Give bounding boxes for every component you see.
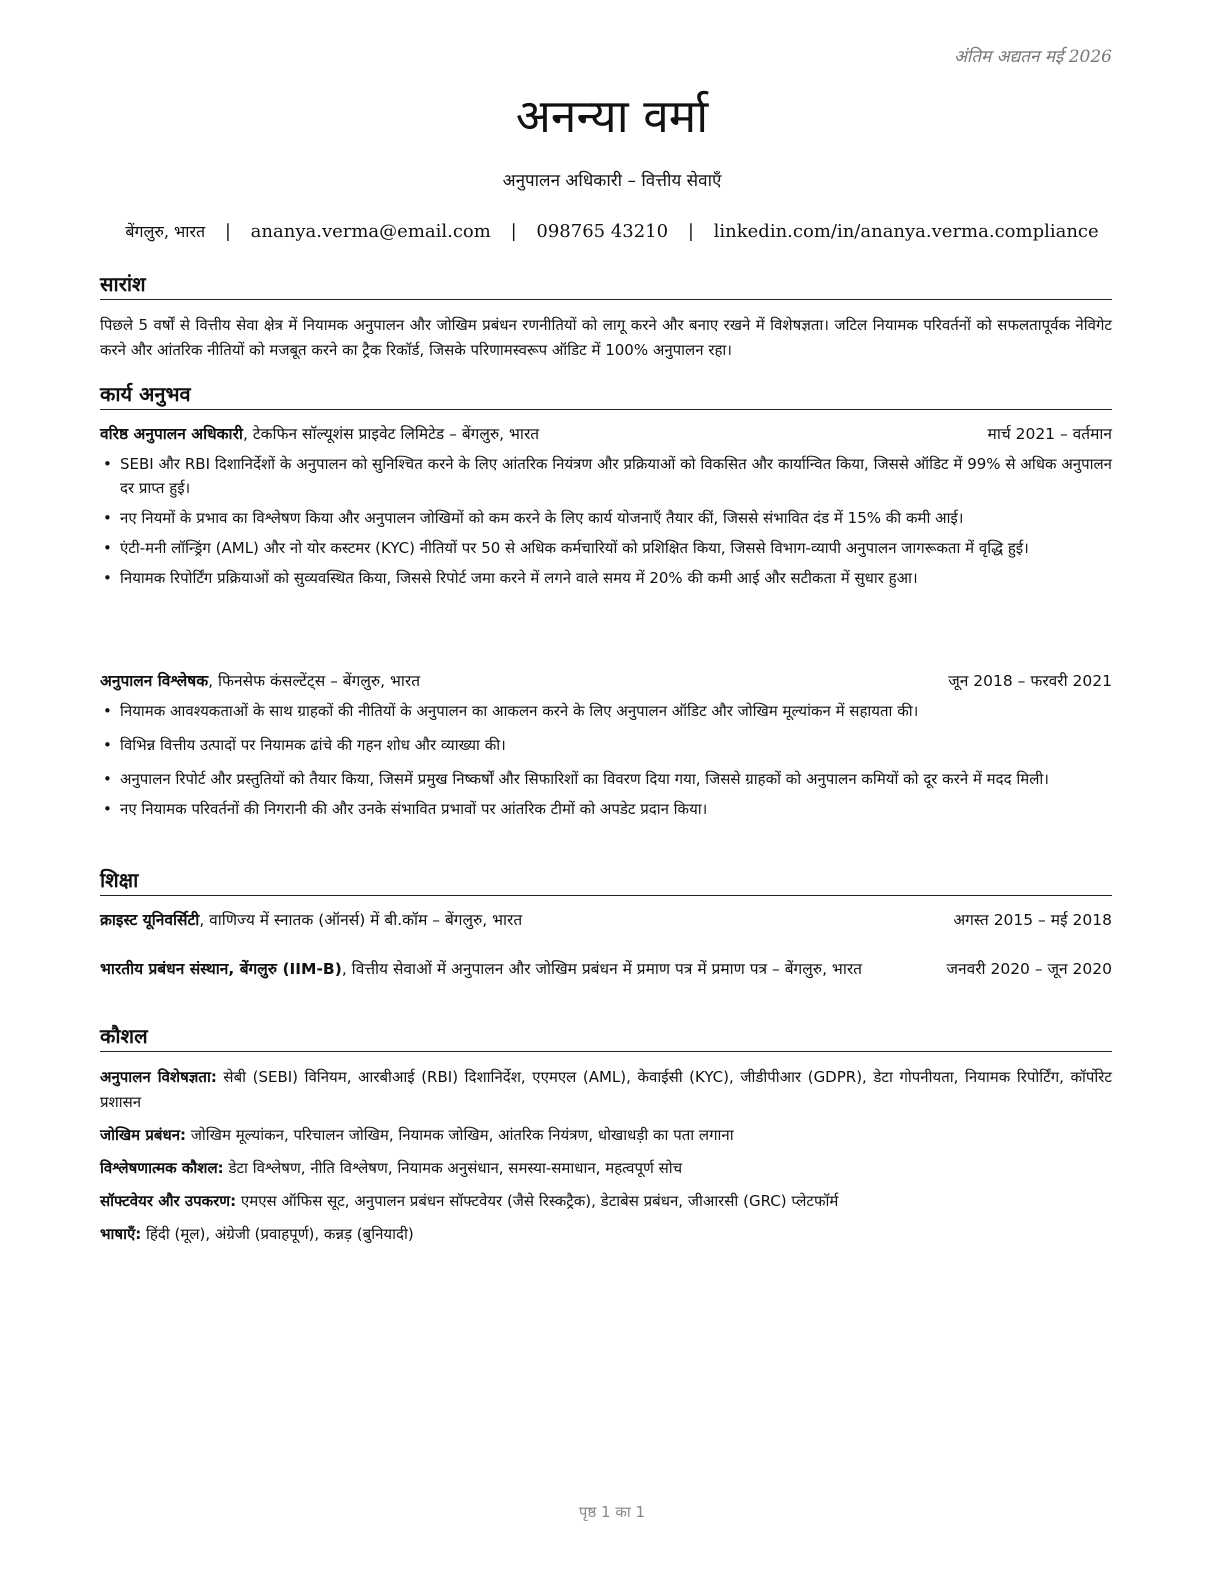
job-bullets: [100, 452, 1112, 590]
education-detail: , वाणिज्य में स्नातक (ऑनर्स) में बी.कॉम – बेंगलुरु, भारत: [199, 911, 523, 929]
summary-heading: सारांश: [100, 270, 1112, 300]
contact-email[interactable]: ananya.verma@email.com: [250, 221, 491, 242]
institution-name: क्राइस्ट यूनिवर्सिटी: [100, 911, 200, 929]
contact-location: बेंगलुरु, भारत: [125, 222, 206, 241]
skill-row: सॉफ्टवेयर और उपकरण: एमएस ऑफिस सूट, अनुपालन प्रबंधन सॉफ्टवेयर (जैसे रिस्कट्रैक), डेटाबेस प्रबंधन, जीआरसी (GRC) प्लेटफॉर्म: [100, 1192, 839, 1210]
contact-separator: |: [687, 221, 694, 242]
page-number: पृष्ठ 1 का 1: [578, 1503, 646, 1521]
education-dates: अगस्त 2015 – मई 2018: [953, 911, 1112, 929]
education-dates: जनवरी 2020 – जून 2020: [946, 960, 1112, 978]
contact-separator: |: [510, 221, 517, 242]
experience-heading: कार्य अनुभव: [100, 380, 1112, 410]
summary-text: पिछले 5 वर्षों से वित्तीय सेवा क्षेत्र में नियामक अनुपालन और जोखिम प्रबंधन रणनीतियों को लागू करने और बनाए रखने में विशेषज्ञता। जटिल नियामक परिवर्तनों को सफलतापूर्वक नेविगेट करने और आंतरिक नीतियों को मजबूत करने का ट्रैक रिकॉर्ड, जिसके परिणामस्वरूप ऑडिट में 100% अनुपालन रहा।: [100, 316, 1112, 359]
skill-row: विश्लेषणात्मक कौशल: डेटा विश्लेषण, नीति विश्लेषण, नियामक अनुसंधान, समस्या-समाधान, महत्वपूर्ण सोच: [100, 1159, 683, 1177]
list-item: • नियामक रिपोर्टिंग प्रक्रियाओं को सुव्यवस्थित किया, जिससे रिपोर्ट जमा करने में लगने वाले समय में 20% की कमी आई और सटीकता में सुधार हुआ।: [103, 569, 918, 587]
contact-separator: |: [224, 221, 231, 242]
skill-row: भाषाएँ: हिंदी (मूल), अंग्रेजी (प्रवाहपूर्ण), कन्नड़ (बुनियादी): [100, 1225, 414, 1243]
contact-line: [0, 220, 1224, 242]
skill-row: अनुपालन विशेषज्ञता: सेबी (SEBI) विनियम, आरबीआई (RBI) दिशानिर्देश, एएमएल (AML), केवाईसी (KYC), जीडीपीआर (GDPR), डेटा गोपनीयता, नियामक रिपोर्टिंग, कॉर्पोरेट प्रशासन: [100, 1068, 1112, 1111]
list-item: • नए नियमों के प्रभाव का विश्लेषण किया और अनुपालन जोखिमों को कम करने के लिए कार्य योजनाएँ तैयार कीं, जिससे संभावित दंड में 15% की कमी आई।: [103, 509, 964, 527]
skill-row: जोखिम प्रबंधन: जोखिम मूल्यांकन, परिचालन जोखिम, नियामक जोखिम, आंतरिक नियंत्रण, धोखाधड़ी का पता लगाना: [100, 1126, 734, 1144]
job-header: [100, 422, 1112, 447]
job-role: अनुपालन विश्लेषक: [100, 672, 209, 690]
candidate-title: अनुपालन अधिकारी – वित्तीय सेवाएँ: [502, 171, 722, 191]
education-detail: , वित्तीय सेवाओं में अनुपालन और जोखिम प्रबंधन में प्रमाण पत्र में प्रमाण पत्र – बेंगलुरु, भारत: [341, 960, 863, 978]
education-entry: [100, 957, 1112, 982]
job-role: वरिष्ठ अनुपालन अधिकारी: [100, 425, 243, 443]
contact-linkedin[interactable]: linkedin.com/in/ananya.verma.compliance: [713, 221, 1099, 242]
last-updated-note: अंतिम अद्यतन मई 2026: [953, 47, 1112, 67]
list-item: • एंटी-मनी लॉन्ड्रिंग (AML) और नो योर कस्टमर (KYC) नीतियों पर 50 से अधिक कर्मचारियों को प्रशिक्षित किया, जिससे विभाग-व्यापी अनुपालन जागरूकता में वृद्धि हुई।: [103, 539, 1029, 557]
education-heading: शिक्षा: [100, 866, 1112, 896]
job-org: , टेकफिन सॉल्यूशंस प्राइवेट लिमिटेड – बेंगलुरु, भारत: [242, 425, 540, 443]
job-header: [100, 669, 1112, 694]
institution-name: भारतीय प्रबंधन संस्थान, बेंगलुरु (IIM-B): [100, 960, 342, 978]
list-item: • नए नियामक परिवर्तनों की निगरानी की और उनके संभावित प्रभावों पर आंतरिक टीमों को अपडेट प्रदान किया।: [103, 800, 708, 818]
contact-phone: 098765 43210: [536, 221, 669, 242]
skills-heading: कौशल: [100, 1022, 1112, 1052]
list-item: • नियामक आवश्यकताओं के साथ ग्राहकों की नीतियों के अनुपालन का आकलन करने के लिए अनुपालन ऑडिट और जोखिम मूल्यांकन में सहायता की।: [103, 702, 919, 720]
candidate-name: अनन्या वर्मा: [515, 89, 709, 143]
list-item: • विभिन्न वित्तीय उत्पादों पर नियामक ढांचे की गहन शोध और व्याख्या की।: [103, 736, 506, 754]
job-dates: जून 2018 – फरवरी 2021: [948, 672, 1112, 690]
list-item: • अनुपालन रिपोर्ट और प्रस्तुतियों को तैयार किया, जिसमें प्रमुख निष्कर्षों और सिफारिशों का विवरण दिया गया, जिससे ग्राहकों को अनुपालन कमियों को दूर करने में मदद मिली।: [103, 770, 1049, 788]
list-item: • SEBI और RBI दिशानिर्देशों के अनुपालन को सुनिश्चित करने के लिए आंतरिक नियंत्रण और प्रक्रियाओं को विकसित और कार्यान्वित किया, जिससे ऑडिट में 99% से अधिक अनुपालन दर प्राप्त हुई।: [103, 455, 1112, 497]
job-bullets: [100, 699, 1112, 821]
skills-list: [100, 1065, 1112, 1255]
education-entry: [100, 908, 1112, 933]
job-dates: मार्च 2021 – वर्तमान: [987, 425, 1112, 443]
job-org: , फिनसेफ कंसल्टेंट्स – बेंगलुरु, भारत: [208, 672, 421, 690]
